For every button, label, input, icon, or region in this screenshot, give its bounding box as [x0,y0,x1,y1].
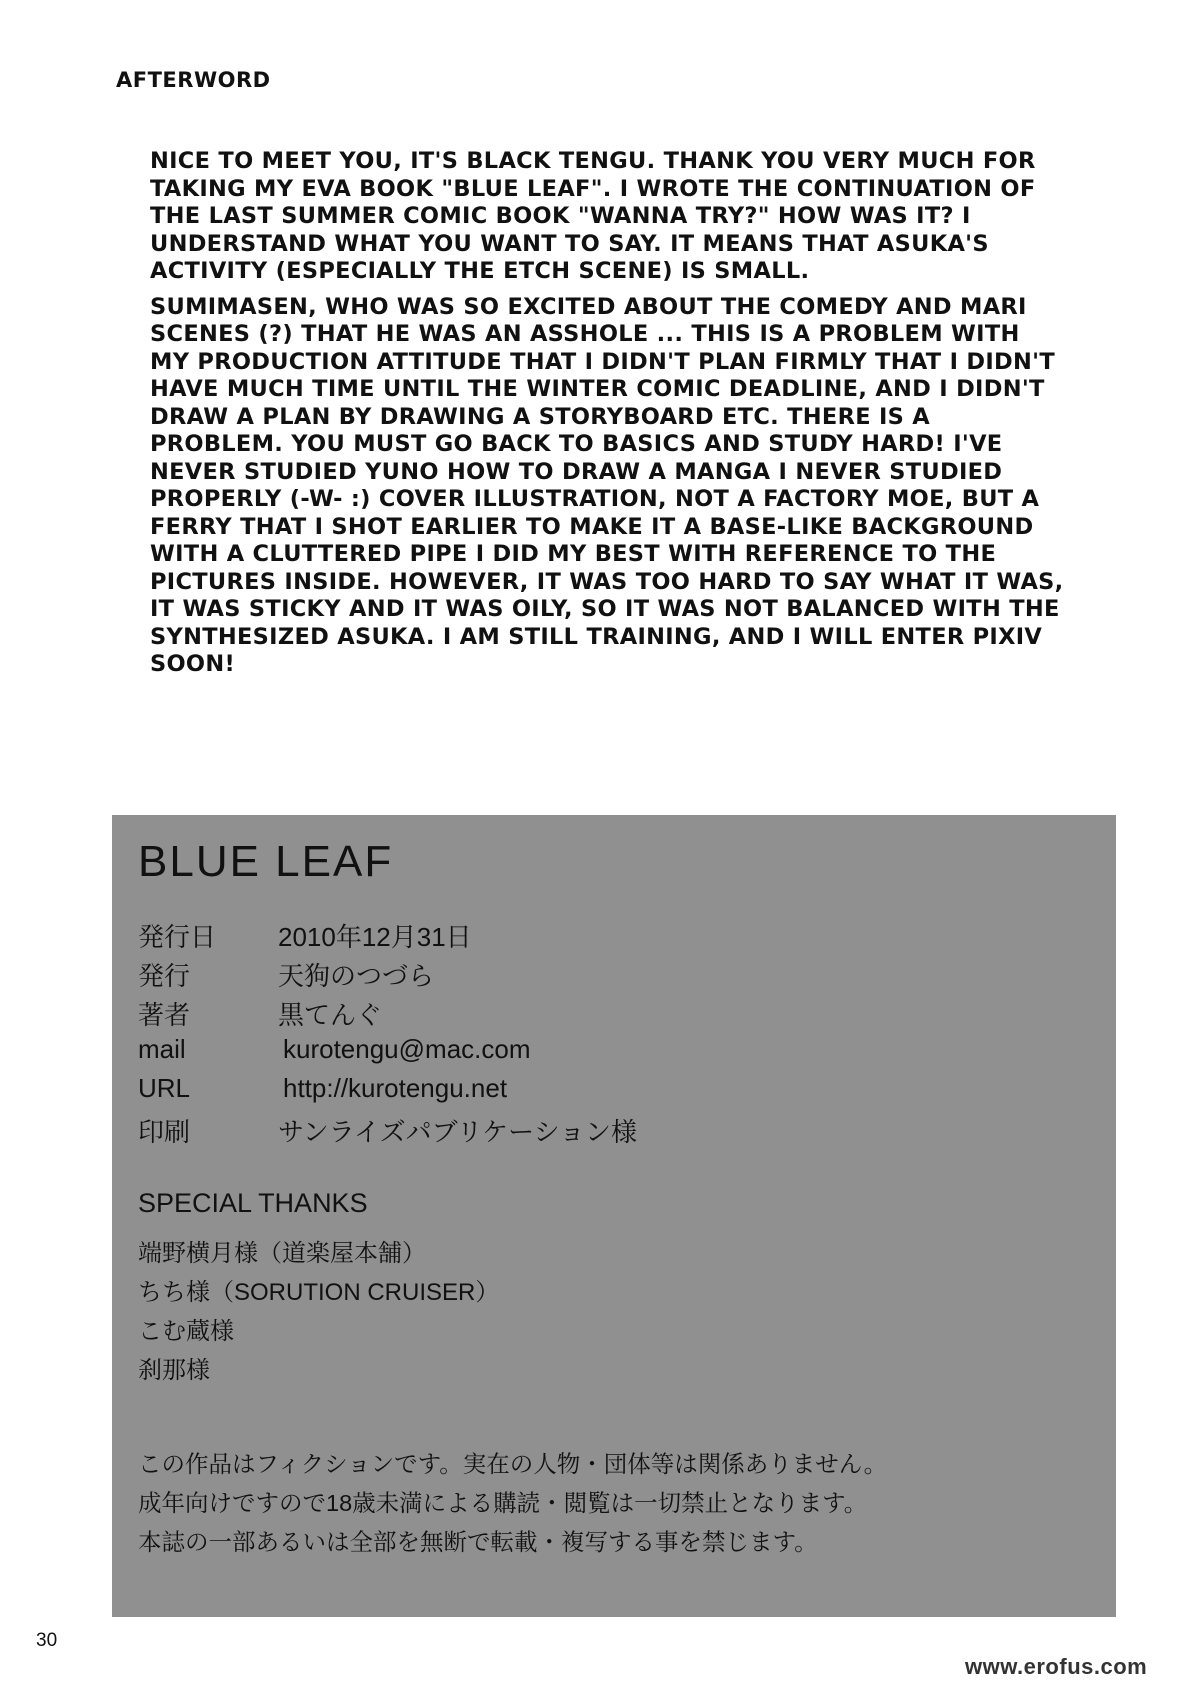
afterword-text [150,148,1090,687]
notice-adult: 成年向けですので18歳未満による購読・閲覧は一切禁止となります。 [138,1490,868,1516]
afterword-paragraph-2: SUMIMASEN, WHO WAS SO EXCITED ABOUT THE COMEDY AND MARI SCENES (?) THAT HE WAS AN ASSHOLE ... THIS IS A PROBLEM WITH MY PRODUCTION ATTITUDE THAT I DIDN'T PLAN FIRMLY THAT I DIDN'T HAVE MUCH TIME UNTIL THE WINTER COMIC DEADLINE, AND I DIDN'T DRAW A PLAN BY DRAWING A STORYBOARD ETC. THERE IS A PROBLEM. YOU MUST GO BACK TO BASICS AND STUDY HARD! I'VE NEVER STUDIED YUNO HOW TO DRAW A MANGA I NEVER STUDIED PROPERLY (-W- :) COVER ILLUSTRATION, NOT A FACTORY MOE, BUT A FERRY THAT I SHOT EARLIER TO MAKE IT A BASE-LIKE BACKGROUND WITH A CLUTTERED PIPE I DID MY BEST WITH REFERENCE TO THE PICTURES INSIDE. HOWEVER, IT WAS TOO HARD TO SAY WHAT IT WAS, IT WAS STICKY AND IT WAS OILY, SO IT WAS NOT BALANCED WITH THE SYNTHESIZED ASUKA. I AM STILL TRAINING, AND I WILL ENTER PIXIV SOON! [150,293,1064,677]
info-label: mail [138,1034,186,1064]
site-watermark: www.erofus.com [965,1654,1148,1679]
info-label: 発行日 [138,922,217,952]
afterword-paragraph-1: NICE TO MEET YOU, IT'S BLACK TENGU. THANK YOU VERY MUCH FOR TAKING MY EVA BOOK "BLUE LEAF". I WROTE THE CONTINUATION OF THE LAST SUMMER COMIC BOOK "WANNA TRY?" HOW WAS IT? I UNDERSTAND WHAT YOU WANT TO SAY. IT MEANS THAT ASUKA'S ACTIVITY (ESPECIALLY THE ETCH SCENE) IS SMALL. [150,148,1036,284]
afterword-heading: AFTERWORD [116,68,271,92]
mail-address: kurotengu@mac.com [283,1034,531,1064]
info-label: 著者 [138,1000,191,1030]
website-url: http://kurotengu.net [283,1073,508,1103]
notice-copyright: 本誌の一部あるいは全部を無断で転載・複写する事を禁じます。 [138,1529,818,1555]
info-label: URL [138,1073,191,1103]
special-thanks-title: SPECIAL THANKS [138,1188,368,1218]
thanks-item: こむ蔵様 [138,1318,234,1345]
info-value: 天狗のつづら [278,961,435,991]
info-value: 2010年12月31日 [278,922,472,952]
info-label: 発行 [138,961,191,991]
colophon-box [112,815,1116,1617]
thanks-item: 端野横月様（道楽屋本舗） [138,1240,426,1267]
info-value: 黒てんぐ [278,1000,383,1030]
thanks-item: 刹那様 [138,1357,210,1384]
thanks-item: ちち様（SORUTION CRUISER） [138,1279,500,1306]
info-value: サンライズパブリケーション様 [278,1117,638,1147]
book-title: BLUE LEAF [138,837,394,886]
notice-fiction: この作品はフィクションです。実在の人物・団体等は関係ありません。 [138,1451,888,1477]
page-number: 30 [36,1630,58,1651]
info-label: 印刷 [138,1117,191,1147]
